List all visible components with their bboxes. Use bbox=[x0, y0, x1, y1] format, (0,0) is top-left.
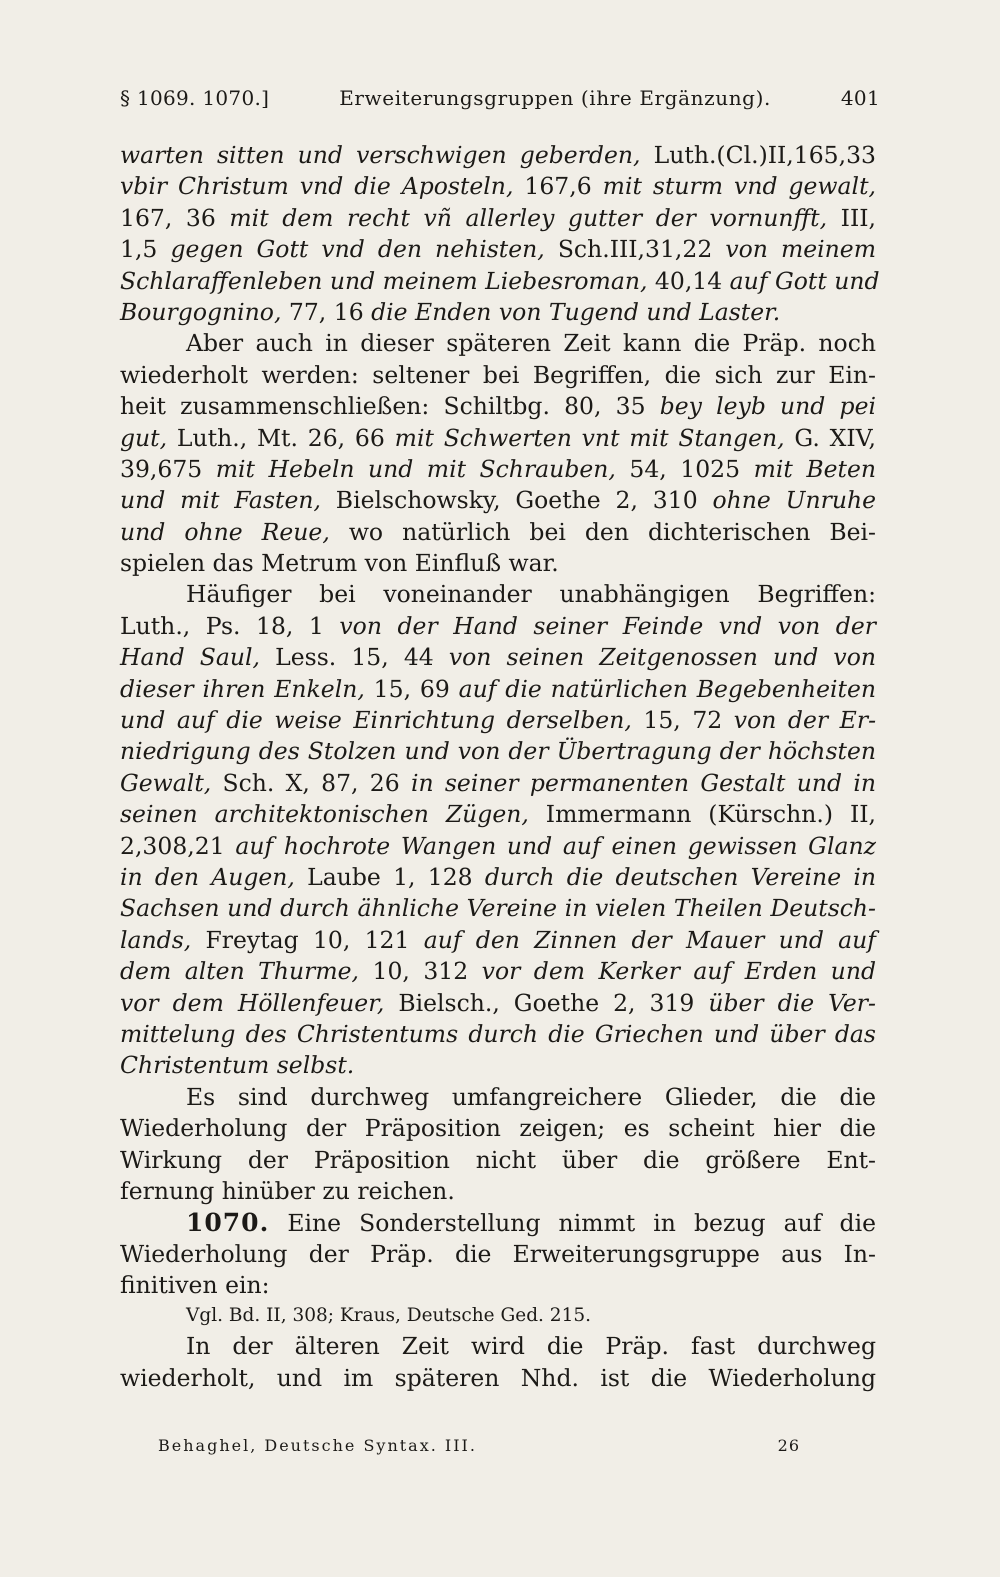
header-page-number: 401 bbox=[840, 86, 880, 110]
text-line-2 bbox=[120, 171, 876, 202]
text-line-31 bbox=[120, 1082, 876, 1113]
text-line-21 bbox=[120, 768, 876, 799]
italic-citation: und ohne Reue, bbox=[120, 517, 330, 546]
italic-citation: mit dem recht vñ allerley gutter der vornunfft, bbox=[229, 203, 828, 232]
text-line-10 bbox=[120, 423, 876, 454]
italic-citation: niedrigung des Stolzen und von der Übertragung der höchsten bbox=[120, 737, 876, 766]
italic-citation: Hand Saul, bbox=[120, 643, 261, 672]
text-run: Wirkung der Präposition nicht über die größere Ent- bbox=[120, 1145, 876, 1174]
italic-citation: von der Er- bbox=[733, 706, 877, 735]
text-run: 15, 72 bbox=[631, 706, 734, 735]
italic-citation: von seinen Zeitgenossen und von bbox=[448, 643, 876, 672]
text-line-29 bbox=[120, 1019, 876, 1050]
italic-citation: gegen Gott vnd den nehisten, bbox=[170, 235, 545, 264]
text-line-22 bbox=[120, 799, 876, 830]
italic-citation: auf den Zinnen der Mauer und auf bbox=[423, 925, 876, 954]
italic-citation: mit Beten bbox=[753, 454, 876, 483]
text-line-25 bbox=[120, 893, 876, 924]
italic-citation: über die Ver- bbox=[708, 988, 876, 1017]
text-run: G. XIV, bbox=[784, 423, 876, 452]
italic-citation: mit Hebeln und mit Schrauben, bbox=[215, 454, 616, 483]
text-run: fernung hinüber zu reichen. bbox=[120, 1176, 455, 1205]
italic-citation: auf die natürlichen Begebenheiten bbox=[458, 674, 877, 703]
text-line-33 bbox=[120, 1145, 876, 1176]
italic-citation: Christentum selbst. bbox=[120, 1051, 355, 1080]
text-run: Luth., Ps. 18, 1 bbox=[120, 611, 340, 640]
text-line-7 bbox=[120, 328, 876, 359]
italic-citation: und mit Fasten, bbox=[120, 486, 321, 515]
text-line-32 bbox=[120, 1113, 876, 1144]
text-line-18 bbox=[120, 674, 876, 705]
text-line-6 bbox=[120, 297, 876, 328]
text-line-38 bbox=[120, 1301, 876, 1331]
text-line-35 bbox=[120, 1207, 876, 1238]
italic-citation: Bourgognino, bbox=[120, 297, 282, 326]
header-section-ref: § 1069. 1070.] bbox=[120, 86, 270, 110]
text-line-36 bbox=[120, 1239, 876, 1270]
text-line-34 bbox=[120, 1176, 876, 1207]
text-run: wo natürlich bei den dichterischen Bei- bbox=[329, 517, 876, 546]
text-line-16 bbox=[120, 611, 876, 642]
text-run: 167, 36 bbox=[120, 203, 230, 232]
text-run: 2,308,21 bbox=[120, 831, 236, 860]
text-run: spielen das Metrum von Einfluß war. bbox=[120, 549, 559, 578]
footer-signature: 26 bbox=[777, 1436, 800, 1455]
italic-citation: mittelung des Christentums durch die Griechen und über das bbox=[120, 1019, 876, 1048]
text-run: 10, 312 bbox=[359, 957, 482, 986]
text-run: Vgl. Bd. II, 308; Kraus, Deutsche Ged. 215. bbox=[186, 1305, 591, 1327]
text-line-17 bbox=[120, 642, 876, 673]
text-run: Eine Sonderstellung nimmt in bezug auf die bbox=[269, 1209, 876, 1238]
text-run: Luth., Mt. 26, 66 bbox=[167, 423, 395, 452]
italic-citation: Schlaraffenleben und meinem Liebesroman, bbox=[120, 266, 648, 295]
text-run: Less. 15, 44 bbox=[260, 643, 449, 672]
text-run: In der älteren Zeit wird die Präp. fast durchweg bbox=[186, 1332, 876, 1361]
text-run: 167,6 bbox=[513, 172, 603, 201]
italic-citation: lands, bbox=[120, 925, 192, 954]
text-run: Aber auch in dieser späteren Zeit kann die Präp. noch bbox=[186, 329, 876, 358]
italic-citation: warten sitten und verschwigen geberden, bbox=[120, 141, 641, 169]
text-line-26 bbox=[120, 925, 876, 956]
italic-citation: Gewalt, bbox=[120, 768, 212, 797]
italic-citation: die Enden von Tugend und Laster. bbox=[371, 297, 781, 326]
italic-citation: durch die deutschen Vereine in bbox=[484, 862, 876, 891]
text-run: Es sind durchweg umfangreichere Glieder, die die bbox=[186, 1082, 876, 1111]
text-run: wiederholt, und im späteren Nhd. ist die Wiederholung bbox=[120, 1363, 876, 1392]
italic-citation: in den Augen, bbox=[120, 862, 295, 891]
italic-citation: ohne Unruhe bbox=[712, 486, 876, 515]
italic-citation: mit Schwerten vnt mit Stangen, bbox=[394, 423, 785, 452]
main-text bbox=[120, 140, 880, 1394]
text-run: Wiederholung der Präp. die Erweiterungsgruppe aus In- bbox=[120, 1239, 876, 1268]
italic-citation: seinen architektonischen Zügen, bbox=[120, 800, 529, 829]
text-run: Wiederholung der Präposition zeigen; es scheint hier die bbox=[120, 1114, 876, 1143]
section-number: 1070. bbox=[186, 1208, 270, 1238]
text-line-28 bbox=[120, 988, 876, 1019]
text-line-1 bbox=[120, 140, 876, 171]
italic-citation: vor dem Kerker auf Erden und bbox=[481, 957, 876, 986]
text-line-27 bbox=[120, 956, 876, 987]
text-run: 40,14 bbox=[647, 266, 730, 295]
italic-citation: gut, bbox=[120, 423, 168, 452]
page-footer bbox=[158, 1436, 800, 1455]
text-line-30 bbox=[120, 1050, 876, 1081]
text-run: 54, 1025 bbox=[615, 454, 754, 483]
text-run: heit zusammenschließen: Schiltbg. 80, 35 bbox=[120, 392, 660, 421]
text-run: Sch. X, 87, 26 bbox=[211, 768, 411, 797]
text-run: Bielsch., Goethe 2, 319 bbox=[384, 988, 709, 1017]
text-run: 1,5 bbox=[120, 235, 171, 264]
text-run: Sch.III,31,22 bbox=[544, 235, 726, 264]
text-run: 77, 16 bbox=[281, 297, 372, 326]
text-run: 15, 69 bbox=[364, 674, 459, 703]
italic-citation: von der Hand seiner Feinde vnd von der bbox=[339, 611, 876, 640]
text-run: Bielschowsky, Goethe 2, 310 bbox=[320, 486, 713, 515]
text-line-23 bbox=[120, 831, 876, 862]
text-line-14 bbox=[120, 548, 876, 579]
text-run: finitiven ein: bbox=[120, 1271, 270, 1300]
text-line-4 bbox=[120, 234, 876, 265]
italic-citation: von meinem bbox=[725, 235, 876, 264]
text-run: Freytag 10, 121 bbox=[191, 925, 424, 954]
text-run: Häufiger bei voneinander unabhängigen Begriffen: bbox=[186, 580, 876, 609]
text-line-40 bbox=[120, 1363, 876, 1394]
text-line-20 bbox=[120, 736, 876, 767]
italic-citation: und auf die weise Einrichtung derselben, bbox=[120, 706, 632, 735]
text-line-11 bbox=[120, 454, 876, 485]
text-run: Luth.(Cl.)II,165,33 bbox=[640, 141, 876, 169]
text-run: Laube 1, 128 bbox=[294, 862, 485, 891]
text-line-12 bbox=[120, 485, 876, 516]
italic-citation: auf hochrote Wangen und auf einen gewissen Glanz bbox=[235, 831, 876, 860]
italic-citation: dieser ihren Enkeln, bbox=[120, 674, 365, 703]
text-line-24 bbox=[120, 862, 876, 893]
text-run: III, bbox=[827, 203, 876, 232]
header-title: Erweiterungsgruppen (ihre Ergänzung). bbox=[339, 86, 771, 110]
footer-author-work: Behaghel, Deutsche Syntax. III. bbox=[158, 1436, 477, 1455]
text-line-15 bbox=[120, 579, 876, 610]
italic-citation: in seiner permanenten Gestalt und in bbox=[410, 768, 876, 797]
text-run: Immermann (Kürschn.) II, bbox=[528, 800, 876, 829]
text-line-19 bbox=[120, 705, 876, 736]
text-line-39 bbox=[120, 1331, 876, 1362]
italic-citation: vor dem Höllenfeuer, bbox=[120, 988, 385, 1017]
italic-citation: dem alten Thurme, bbox=[120, 957, 360, 986]
text-line-37 bbox=[120, 1270, 876, 1301]
italic-citation: bey leyb und pei bbox=[659, 392, 876, 421]
italic-citation: vbir Christum vnd die Aposteln, bbox=[120, 172, 514, 201]
text-run: wiederholt werden: seltener bei Begriffen, die sich zur Ein- bbox=[120, 360, 876, 389]
running-header bbox=[120, 86, 880, 110]
text-line-8 bbox=[120, 360, 876, 391]
italic-citation: mit sturm vnd gewalt, bbox=[602, 172, 876, 201]
text-line-9 bbox=[120, 391, 876, 422]
italic-citation: auf Gott und bbox=[729, 266, 880, 295]
text-line-5 bbox=[120, 266, 880, 297]
italic-citation: Sachsen und durch ähnliche Vereine in vielen Theilen Deutsch- bbox=[120, 894, 876, 923]
text-line-3 bbox=[120, 203, 876, 234]
text-line-13 bbox=[120, 517, 876, 548]
text-run: 39,675 bbox=[120, 454, 216, 483]
